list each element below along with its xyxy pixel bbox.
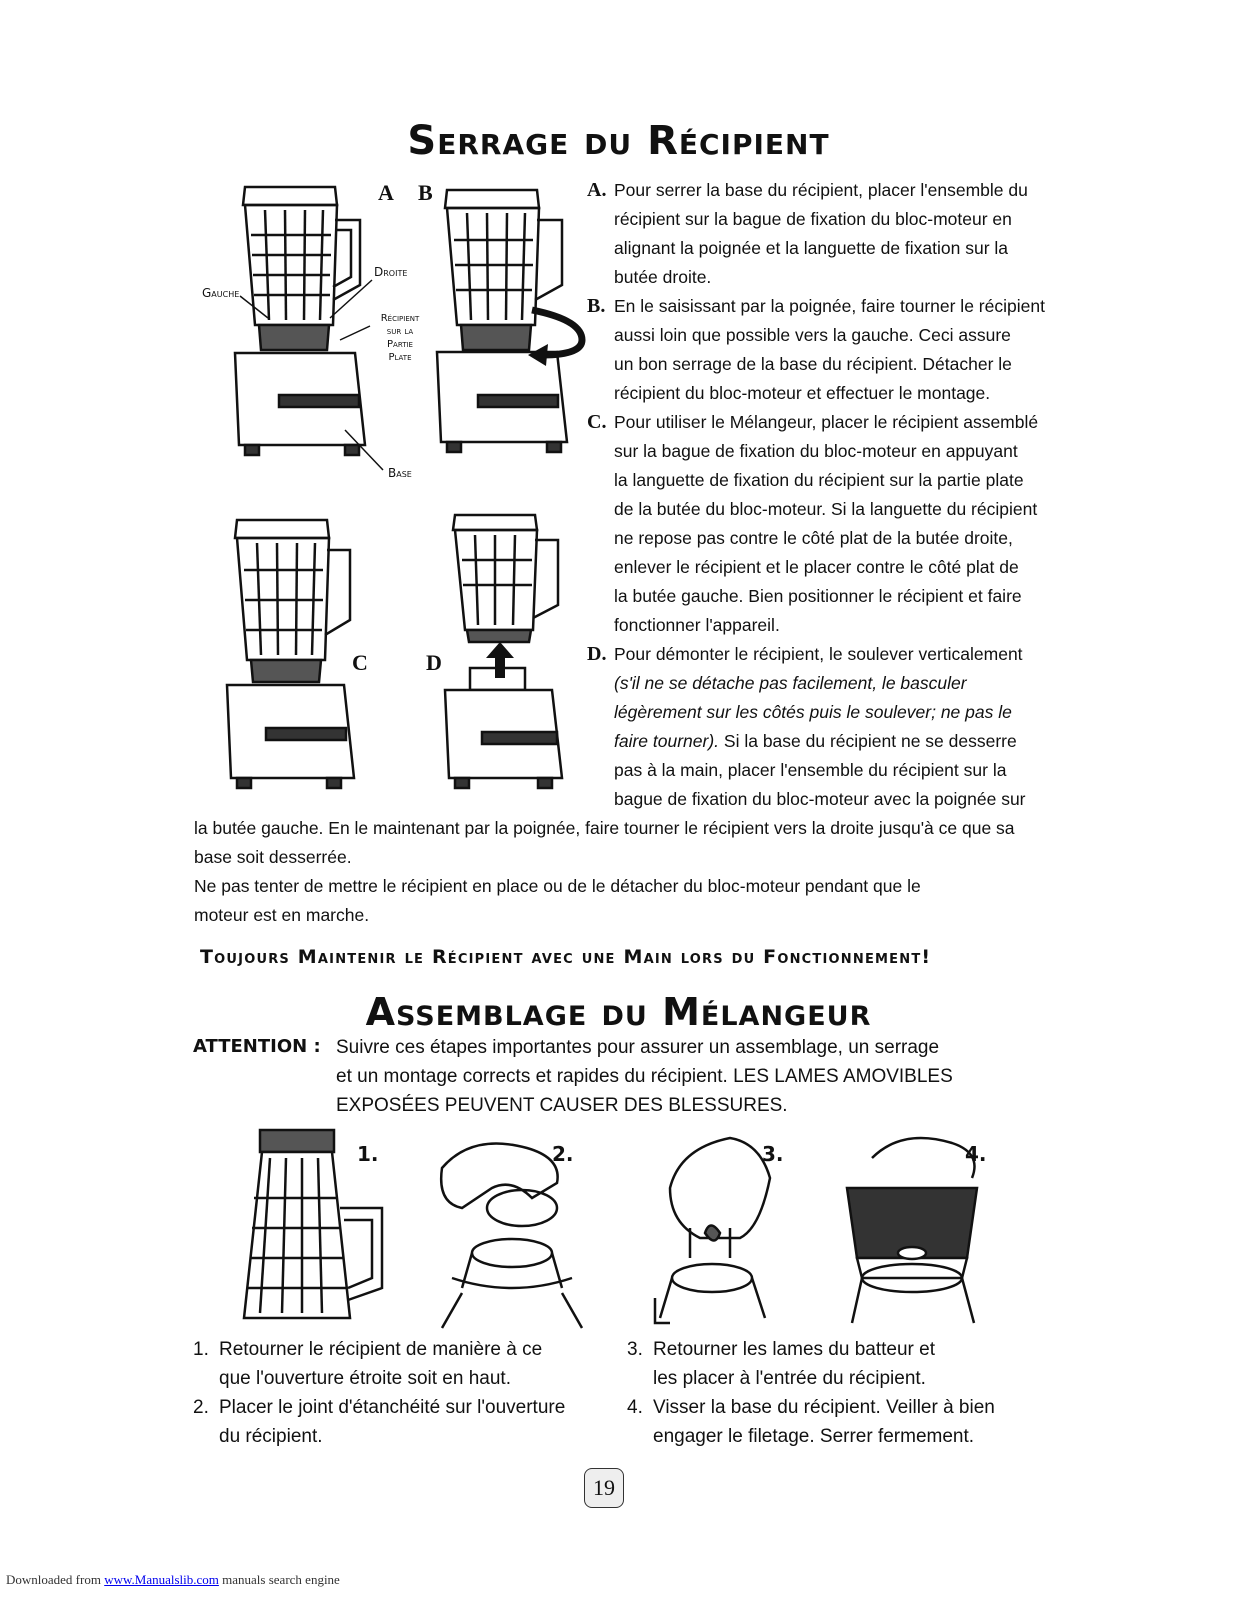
- assembly-step-3: 3. Retourner les lames du batteur et les placer à l'entrée du récipient.: [627, 1339, 935, 1389]
- step-a: A. Pour serrer la base du récipient, placer l'ensemble du récipient sur la bague de fixation du bloc-moteur en alignant la poignée et la languette de fixation sur la butée droite.: [587, 179, 1028, 287]
- attention-label: ATTENTION :: [193, 1036, 321, 1057]
- step-d: D. Pour démonter le récipient, le soulever verticalement (s'il ne se détache pas facilement, le basculer légèrement sur les côtés puis le soulever; ne pas le faire tourner). Si la base du récipient ne se desserre pas à la main, placer l'ensemble du récipient sur la bague de fixation du bloc-moteur avec la poignée sur: [587, 643, 1026, 809]
- section-title-assemblage: Assemblage du Mélangeur: [365, 990, 872, 1034]
- figure-number-3: 3.: [762, 1142, 784, 1166]
- figure-number-2: 2.: [552, 1142, 574, 1166]
- step-d-continuation: la butée gauche. En le maintenant par la poignée, faire tourner le récipient vers la droite jusqu'à ce que sa base soit desserrée. Ne pas tenter de mettre le récipient en place ou de le détacher du bloc-moteur pendant que le moteur est en marche.: [194, 814, 1044, 930]
- step-c: C. Pour utiliser le Mélangeur, placer le récipient assemblé sur la bague de fixation du bloc-moteur en appuyant la languette de fixation du récipient sur la partie plate de la butée du bloc-moteur. Si la languette du récipient ne repose pas contre le côté plat de la butée droite, enlever le récipient et le placer contre le côté plat de la butée gauche. Bien positionner le récipient et faire fonctionner l'appareil.: [587, 411, 1039, 635]
- callout-droite: Droite: [374, 265, 408, 279]
- assembly-step-2: 2. Placer le joint d'étanchéité sur l'ouverture du récipient.: [193, 1397, 566, 1447]
- page-number: 19: [584, 1468, 624, 1508]
- warning-banner: Toujours Maintenir le Récipient avec une Main lors du Fonctionnement!: [200, 946, 932, 968]
- figure-label-a: A: [378, 180, 394, 205]
- attention-text: Suivre ces étapes importantes pour assurer un assemblage, un serrage et un montage corrects et rapides du récipient. LES LAMES AMOVIBLES EXPOSÉES PEUVENT CAUSER DES BLESSURES.: [336, 1037, 953, 1116]
- assembly-step-4: 4. Visser la base du récipient. Veiller à bien engager le filetage. Serrer fermement.: [627, 1397, 995, 1447]
- manualslib-link[interactable]: www.Manualslib.com: [104, 1572, 219, 1587]
- callout-gauche: Gauche: [202, 286, 240, 300]
- assembly-step-1: 1. Retourner le récipient de manière à ce que l'ouverture étroite soit en haut.: [193, 1339, 543, 1389]
- callout-recipient: Récipient sur la Partie Plate: [380, 313, 420, 363]
- figure-number-4: 4.: [965, 1142, 987, 1166]
- figure-label-c: C: [352, 650, 368, 675]
- note-moteur-2: moteur est en marche.: [194, 905, 370, 925]
- figure-label-d: D: [426, 650, 442, 675]
- figure-label-b: B: [418, 180, 433, 205]
- steps-serrage: [587, 176, 1047, 814]
- assembly-steps-left: [193, 1335, 613, 1451]
- figure-number-1: 1.: [357, 1142, 379, 1166]
- section-title-serrage: Serrage du Récipient: [407, 118, 830, 164]
- note-moteur: Ne pas tenter de mettre le récipient en place ou de le détacher du bloc-moteur pendant que le: [194, 876, 921, 896]
- assembly-steps-right: [627, 1335, 1047, 1451]
- callout-base: Base: [388, 466, 412, 480]
- footer-download-note: Downloaded from www.Manualslib.com manuals search engine: [6, 1572, 340, 1587]
- step-b: B. En le saisissant par la poignée, faire tourner le récipient aussi loin que possible vers la gauche. Ceci assure un bon serrage de la base du récipient. Détacher le récipient du bloc-moteur et effectuer le montage.: [587, 295, 1045, 403]
